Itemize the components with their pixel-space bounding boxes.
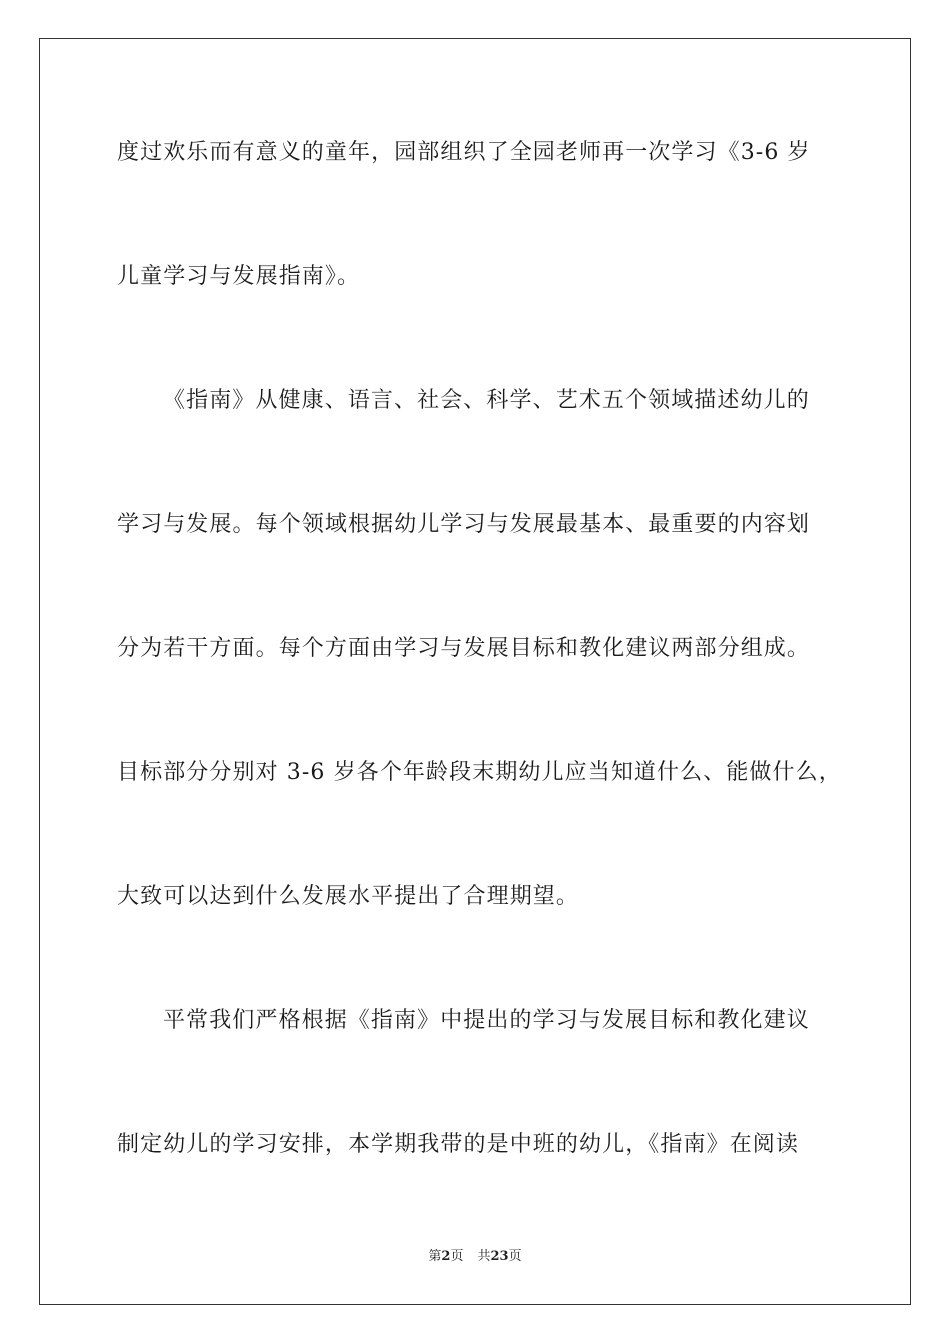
document-body [117,122,857,1238]
total-suffix: 页 [508,1249,522,1264]
page-suffix: 页 [450,1249,464,1264]
total-pages: 23 [490,1249,509,1264]
text-line-4: 学习与发展。每个领域根据幼儿学习与发展最基本、最重要的内容划 [117,512,811,537]
text-line-7: 大致可以达到什么发展水平提出了合理期望。 [117,884,580,909]
text-line-5: 分为若干方面。每个方面由学习与发展目标和教化建议两部分组成。 [117,636,811,661]
page-footer [0,1245,950,1264]
text-line-9: 制定幼儿的学习安排，本学期我带的是中班的幼儿，《指南》在阅读 [117,1132,800,1157]
text-line-8: 平常我们严格根据《指南》中提出的学习与发展目标和教化建议 [163,1008,810,1033]
text-line-6: 目标部分分别对 3-6 岁各个年龄段末期幼儿应当知道什么、能做什么， [117,760,842,785]
text-line-2: 儿童学习与发展指南》。 [117,264,361,289]
page-prefix: 第 [428,1249,442,1264]
text-line-3: 《指南》从健康、语言、社会、科学、艺术五个领域描述幼儿的 [163,388,810,413]
page-number: 2 [441,1249,451,1264]
text-line-1: 度过欢乐而有意义的童年，园部组织了全园老师再一次学习《3-6 岁 [117,140,811,165]
total-prefix: 共 [477,1249,491,1264]
